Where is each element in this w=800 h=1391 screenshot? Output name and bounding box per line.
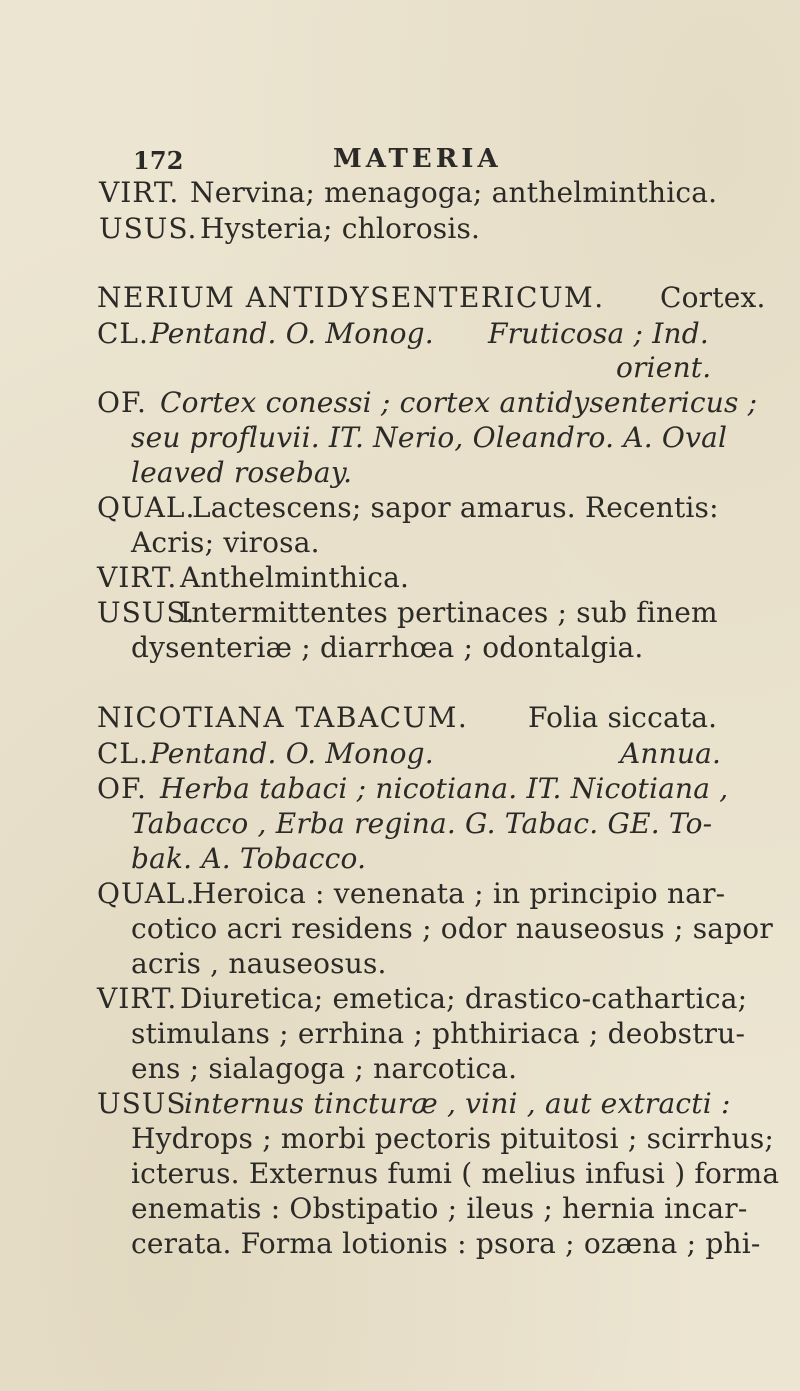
usus-text: Hysteria; chlorosis. — [200, 212, 481, 245]
nicotiana-usus-line4: enematis : Obstipatio ; ileus ; hernia incar- — [131, 1192, 748, 1225]
nerium-cl-label: CL. — [97, 317, 149, 350]
nicotiana-virt-line2: stimulans ; errhina ; phthiriaca ; deobstru- — [131, 1017, 746, 1050]
nicotiana-title-right: Folia siccata. — [528, 701, 718, 734]
nerium-of-line2: seu profluvii. IT. Nerio, Oleandro. A. Oval — [131, 421, 728, 454]
nicotiana-virt-line3: ens ; sialagoga ; narcotica. — [131, 1052, 518, 1085]
nicotiana-cl-text: Pentand. O. Monog. — [150, 737, 434, 770]
nicotiana-virt-line1: Diuretica; emetica; drastico-cathartica; — [180, 982, 748, 1015]
nerium-qual-label: QUAL. — [97, 491, 196, 524]
nicotiana-virt-label: VIRT. — [97, 982, 178, 1015]
nerium-title: NERIUM ANTIDYSENTERICUM. — [97, 281, 605, 314]
nerium-usus-line1: Intermittentes pertinaces ; sub finem — [180, 596, 718, 629]
running-head: MATERIA — [333, 144, 502, 174]
usus-label: USUS. — [99, 212, 198, 245]
nicotiana-usus-line3: icterus. Externus fumi ( melius infusi ) forma — [131, 1157, 780, 1190]
nicotiana-usus-line2: Hydrops ; morbi pectoris pituitosi ; scirrhus; — [131, 1122, 775, 1155]
nicotiana-qual-line1: Heroica : venenata ; in principio nar- — [192, 877, 726, 910]
nerium-virt-text: Anthelminthica. — [180, 561, 410, 594]
nerium-cl-text: Pentand. O. Monog. — [150, 317, 434, 350]
nerium-qual-line2: Acris; virosa. — [131, 526, 320, 559]
nicotiana-usus-line5: cerata. Forma lotionis : psora ; ozæna ; phi- — [131, 1227, 761, 1260]
nerium-of-line3: leaved rosebay. — [131, 456, 353, 489]
nerium-usus-line2: dysenteriæ ; diarrhœa ; odontalgia. — [131, 631, 644, 664]
virt-label: VIRT. — [99, 176, 180, 209]
nicotiana-usus-label: USUS — [97, 1087, 187, 1120]
nerium-of-label: OF. — [97, 386, 147, 419]
nicotiana-qual-label: QUAL. — [97, 877, 196, 910]
nicotiana-of-line2: Tabacco , Erba regina. G. Tabac. GE. To- — [131, 807, 713, 840]
nerium-cl-right2: orient. — [616, 351, 712, 384]
nerium-cl-right: Fruticosa ; Ind. — [488, 317, 710, 350]
nicotiana-title: NICOTIANA TABACUM. — [97, 701, 469, 734]
nicotiana-cl-right: Annua. — [620, 737, 722, 770]
nicotiana-qual-line3: acris , nauseosus. — [131, 947, 387, 980]
nicotiana-qual-line2: cotico acri residens ; odor nauseosus ; sapor — [131, 912, 773, 945]
nicotiana-usus-line1: internus tincturæ , vini , aut extracti : — [184, 1087, 731, 1120]
nicotiana-of-label: OF. — [97, 772, 147, 805]
nerium-of-line1: Cortex conessi ; cortex antidysentericus ; — [160, 386, 758, 419]
nerium-virt-label: VIRT. — [97, 561, 178, 594]
page-number: 172 — [133, 146, 184, 175]
nicotiana-of-line3: bak. A. Tobacco. — [131, 842, 367, 875]
nerium-qual-line1: Lactescens; sapor amarus. Recentis: — [192, 491, 719, 524]
nerium-usus-label: USUS. — [97, 596, 196, 629]
virt-text: Nervina; menagoga; anthelminthica. — [190, 176, 718, 209]
nicotiana-cl-label: CL. — [97, 737, 149, 770]
nerium-title-right: Cortex. — [660, 281, 766, 314]
nicotiana-of-line1: Herba tabaci ; nicotiana. IT. Nicotiana , — [160, 772, 729, 805]
